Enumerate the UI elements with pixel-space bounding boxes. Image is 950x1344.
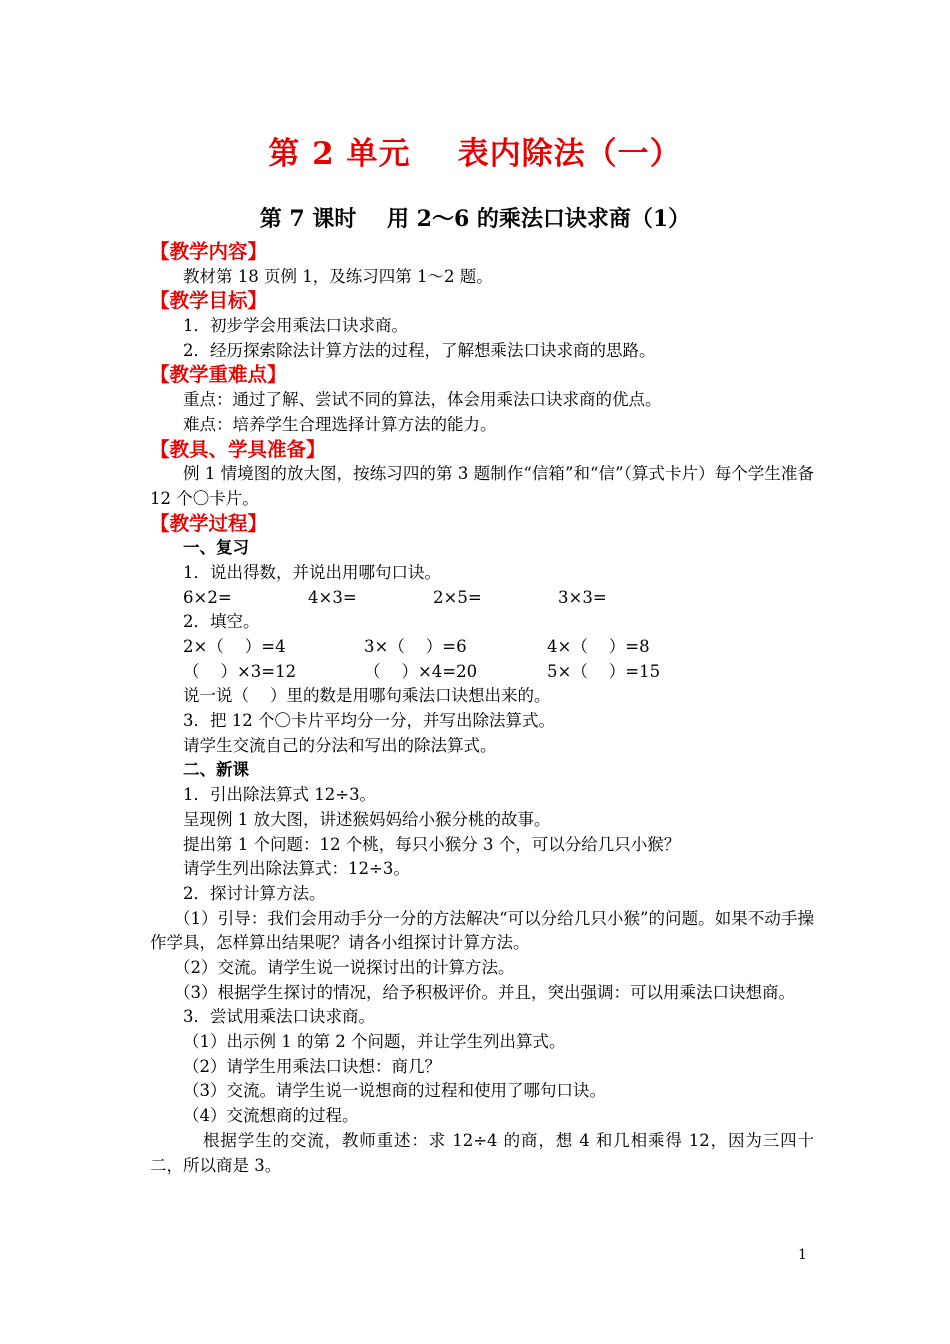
- step-heading: 1．引出除法算式 12÷3。: [183, 785, 377, 805]
- fill-blank-expression: 5×（ ）=15: [547, 661, 661, 681]
- step-text: （3）交流。请学生说一说想商的过程和使用了哪句口诀。: [183, 1081, 606, 1101]
- step-text: （1）引导：我们会用动手分一分的方法解决“可以分给几只小猴”的问题。如果不动手操作学具，怎样算出结果呢？请各小组探讨计算方法。: [150, 908, 814, 953]
- new-lesson-title: 二、新课: [183, 760, 249, 780]
- fill-blank-expression: 2×（ ）=4: [183, 637, 286, 657]
- lesson-content: [150, 240, 814, 1178]
- review-note: 说一说（ ）里的数是用哪句乘法口诀想出来的。: [183, 686, 551, 706]
- expression: 3×3=: [558, 587, 607, 607]
- review-note: 请学生交流自己的分法和写出的除法算式。: [183, 735, 497, 755]
- review-expression-row: [150, 586, 814, 611]
- difficult-point-text: 难点：培养学生合理选择计算方法的能力。: [183, 414, 497, 434]
- step-heading: 3．尝试用乘法口诀求商。: [183, 1007, 375, 1027]
- review-question: 2．填空。: [183, 612, 260, 632]
- content-text: 教材第 18 页例 1，及练习四第 1～2 题。: [183, 266, 493, 286]
- step-text: （2）请学生用乘法口诀想：商几？: [183, 1056, 441, 1076]
- review-title: 一、复习: [183, 538, 249, 558]
- step-text: （4）交流想商的过程。: [183, 1106, 359, 1126]
- goal-item: 1．初步学会用乘法口诀求商。: [183, 316, 408, 336]
- section-heading-key-points: 【教学重难点】: [150, 363, 287, 387]
- key-point-text: 重点：通过了解、尝试不同的算法，体会用乘法口诀求商的优点。: [183, 390, 662, 410]
- fill-blank-expression: （ ）×3=12: [183, 661, 297, 681]
- goal-item: 2．经历探索除法计算方法的过程，了解想乘法口诀求商的思路。: [183, 340, 656, 360]
- section-heading-process: 【教学过程】: [150, 511, 268, 535]
- step-text: （1）出示例 1 的第 2 个问题，并让学生列出算式。: [183, 1032, 566, 1052]
- step-text: （3）根据学生探讨的情况，给予积极评价。并且，突出强调：可以用乘法口诀想商。: [174, 982, 795, 1002]
- step-text: 根据学生的交流，教师重述：求 12÷4 的商，想 4 和几相乘得 12，因为三四十二，所以商是 3。: [150, 1130, 814, 1175]
- fill-blank-expression: （ ）×4=20: [364, 661, 478, 681]
- step-text: 请学生列出除法算式：12÷3。: [183, 859, 410, 879]
- fill-blank-expression: 3×（ ）=6: [364, 637, 467, 657]
- section-heading-content: 【教学内容】: [150, 240, 268, 263]
- step-text: （2）交流。请学生说一说探讨出的计算方法。: [174, 958, 515, 977]
- fill-blank-expression: 4×（ ）=8: [547, 637, 650, 657]
- lesson-subtitle: 第 7 课时 用 2～6 的乘法口诀求商（1）: [259, 206, 691, 232]
- expression: 4×3=: [308, 587, 357, 607]
- step-heading: 2．探讨计算方法。: [183, 883, 326, 903]
- page-number: 1: [798, 1247, 807, 1263]
- unit-title: 第 2 单元 表内除法（一）: [268, 136, 682, 172]
- expression: 2×5=: [433, 587, 482, 607]
- review-question: 1．说出得数，并说出用哪句口诀。: [183, 562, 441, 582]
- review-question: 3．把 12 个〇卡片平均分一分，并写出除法算式。: [183, 711, 555, 731]
- section-heading-tools: 【教具、学具准备】: [150, 437, 326, 461]
- step-text: 提出第 1 个问题：12 个桃，每只小猴分 3 个，可以分给几只小猴？: [183, 834, 681, 854]
- tools-text: 例 1 情境图的放大图，按练习四的第 3 题制作“信箱”和“信”（算式卡片）每个学生准备 12 个〇卡片。: [150, 464, 814, 508]
- fill-blank-row: [150, 660, 814, 685]
- step-text: 呈现例 1 放大图，讲述猴妈妈给小猴分桃的故事。: [183, 809, 551, 829]
- fill-blank-row: [150, 635, 814, 660]
- expression: 6×2=: [183, 587, 232, 607]
- section-heading-goals: 【教学目标】: [150, 289, 268, 313]
